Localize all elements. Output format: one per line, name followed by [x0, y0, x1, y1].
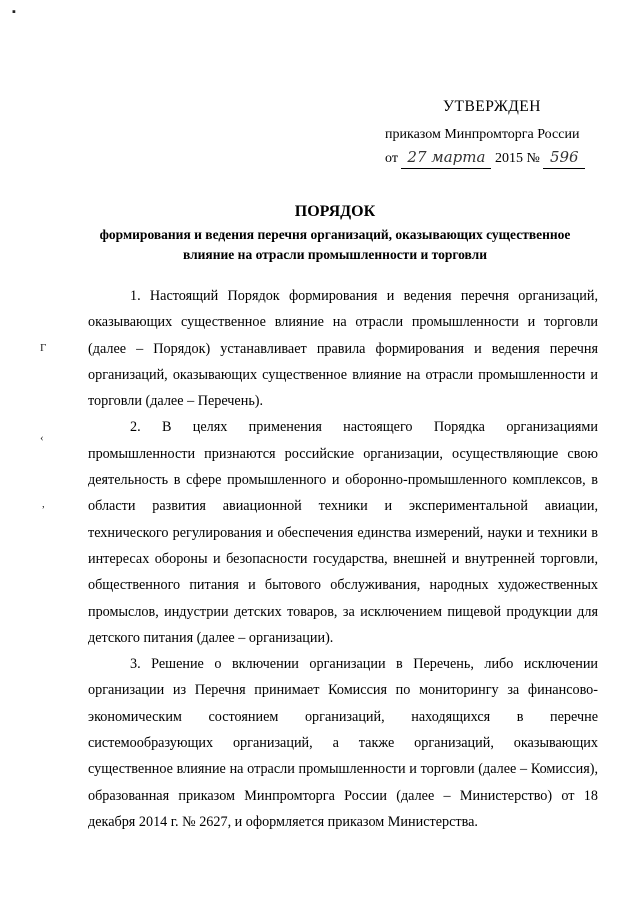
document-title: ПОРЯДОК [294, 203, 376, 220]
date-prefix: от [385, 151, 398, 166]
scan-mark-margin-1: Г [40, 342, 47, 354]
approval-date-line [385, 146, 605, 170]
handwritten-date: 27 марта [401, 146, 491, 169]
paragraph-3: 3. Решение о включении организации в Перечень, либо исключении организации из Перечня принимает Комиссия по мониторингу за финансово-экономическим состоянием организаций, находящихся в перечне системообразующих организаций, а также организаций, оказывающих существенное влияние на отрасли промышленности и торговли (далее – Комиссия), образованная приказом Минпромторга России (далее – Министерство) от 18 декабря 2014 г. № 2627, и оформляется приказом Министерства. [88, 656, 598, 830]
approval-order-line: приказом Минпромторга России [385, 127, 580, 142]
scan-mark-top: ▪ [12, 6, 16, 18]
handwritten-number: 596 [543, 146, 585, 169]
document-heading [60, 203, 610, 265]
document-body [88, 283, 598, 835]
approval-block [385, 96, 605, 170]
approval-title: УТВЕРЖДЕН [443, 98, 541, 115]
scan-mark-margin-2: ‹ [40, 432, 44, 444]
paragraph-1: 1. Настоящий Порядок формирования и ведения перечня организаций, оказывающих существенное влияние на отрасли промышленности и торговли (далее – Порядок) устанавливает правила формирования и ведения перечня организаций, оказывающих существенное влияние на отрасли промышленности и торговли (далее – Перечень). [88, 288, 598, 410]
paragraph-2: 2. В целях применения настоящего Порядка организациями промышленности признаются российские организации, осуществляющие свою деятельность в сфере промышленного и оборонно-промышленного комплексов, в области развития авиационной техники и экспериментальной авиации, технического регулирования и обеспечения единства измерений, науки и техники в интересах обороны и безопасности государства, внешней и внутренней торговли, общественного питания и бытового обслуживания, народных художественных промыслов, индустрии детских товаров, за исключением пищевой продукции для детского питания (далее – организации). [88, 419, 598, 646]
year-number-label: 2015 № [494, 151, 540, 166]
scan-mark-margin-3: , [42, 498, 45, 510]
document-subtitle-line2: влияние на отрасли промышленности и торговли [182, 247, 488, 262]
document-subtitle-line1: формирования и ведения перечня организаций, оказывающих существенное [99, 227, 571, 242]
